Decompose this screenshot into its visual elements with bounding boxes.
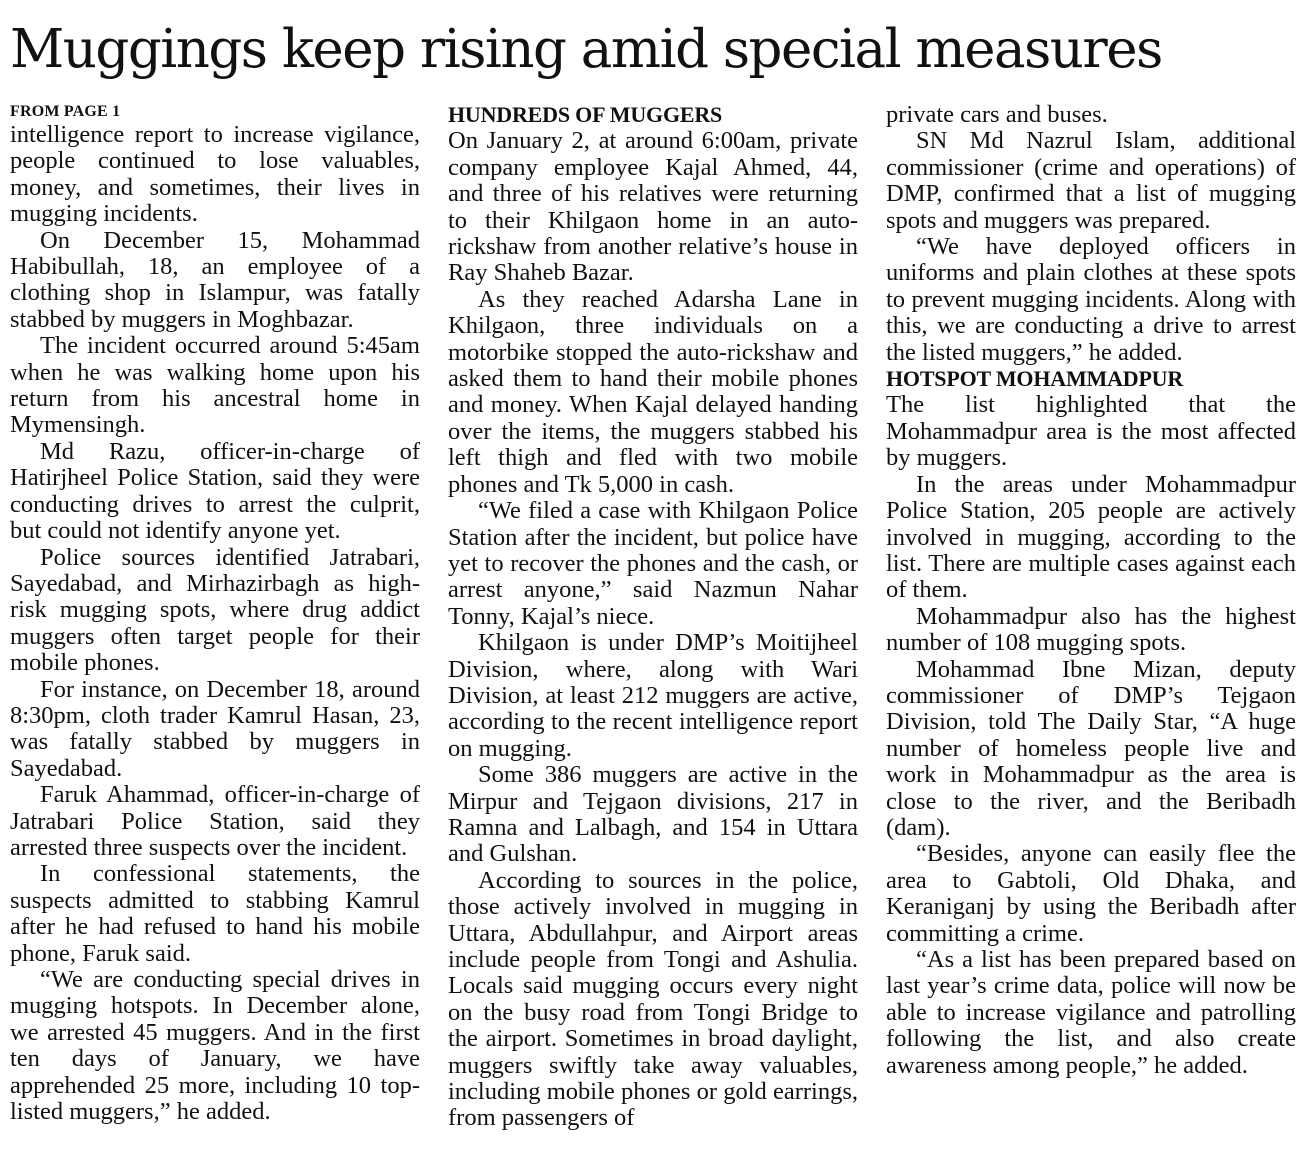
paragraph: “We filed a case with Khilgaon Police Station after the incident, but police have yet to recover the phones and the cash, or arrest anyone,” said Nazmun Nahar Tonny, Kajal’s niece. [448, 497, 858, 630]
continued-from-label: FROM PAGE 1 [10, 103, 121, 120]
paragraph: “As a list has been prepared based on last year’s crime data, police will now be able to increase vigilance and patrolling following the list, and also create awareness among people,” he added. [886, 946, 1296, 1079]
paragraph: private cars and buses. [886, 101, 1108, 128]
paragraph: In confessional statements, the suspects admitted to stabbing Kamrul after he had refused to hand his mobile phone, Faruk said. [10, 860, 420, 967]
article-column-3 [886, 102, 1296, 1079]
paragraph: On December 15, Mohammad Habibullah, 18, an employee of a clothing shop in Islampur, was fatally stabbed by muggers in Moghbazar. [10, 226, 420, 333]
paragraph: intelligence report to increase vigilance, people continued to lose valuables, money, and sometimes, their lives in mugging incidents. [10, 121, 420, 228]
paragraph: According to sources in the police, those actively involved in mugging in Uttara, Abdullahpur, and Airport areas include people from Tongi and Ashulia. Locals said mugging occurs every night on the busy road from Tongi Bridge to the airport. Sometimes in broad daylight, muggers swiftly take away valuables, including mobile phones or gold earrings, from passengers of [448, 866, 858, 1132]
paragraph: SN Md Nazrul Islam, additional commissioner (crime and operations) of DMP, confirmed that a list of mugging spots and muggers was prepared. [886, 127, 1296, 234]
paragraph: Md Razu, officer-in-charge of Hatirjheel Police Station, said they were conducting drives to arrest the culprit, but could not identify anyone yet. [10, 437, 420, 545]
paragraph: The incident occurred around 5:45am when he was walking home upon his return from his ancestral home in Mymensingh. [10, 332, 420, 439]
article-column-1 [10, 102, 420, 1125]
paragraph: “Besides, anyone can easily flee the area to Gabtoli, Old Dhaka, and Keraniganj by using the Beribadh after committing a crime. [886, 840, 1296, 947]
paragraph: Faruk Ahammad, officer-in-charge of Jatrabari Police Station, said they arrested three suspects over the incident. [10, 781, 420, 861]
paragraph: “We have deployed officers in uniforms and plain clothes at these spots to prevent mugging incidents. Along with this, we are conducting a drive to arrest the listed muggers,” he added. [886, 233, 1296, 366]
paragraph: The list highlighted that the Mohammadpur area is the most affected by muggers. [886, 391, 1296, 472]
paragraph: Mohammad Ibne Mizan, deputy commissioner of DMP’s Tejgaon Division, told The Daily Star, “A huge number of homeless people live and work in Mohammadpur as the area is close to the river, and the Beribadh (dam). [886, 655, 1296, 841]
paragraph: As they reached Adarsha Lane in Khilgaon, three individuals on a motorbike stopped the auto-rickshaw and asked them to hand their mobile phones and money. When Kajal delayed handing over the items, the muggers stabbed his left thigh and fled with two mobile phones and Tk 5,000 in cash. [448, 285, 858, 498]
paragraph: For instance, on December 18, around 8:30pm, cloth trader Kamrul Hasan, 23, was fatally stabbed by muggers in Sayedabad. [10, 675, 420, 782]
subheading: HOTSPOT MOHAMMADPUR [886, 366, 1184, 392]
subheading: HUNDREDS OF MUGGERS [448, 102, 723, 127]
paragraph: On January 2, at around 6:00am, private company employee Kajal Ahmed, 44, and three of his relatives were returning to their Khilgaon home in an auto-rickshaw from another relative’s house in Ray Shaheb Bazar. [448, 127, 858, 287]
paragraph: Some 386 muggers are active in the Mirpur and Tejgaon divisions, 217 in Ramna and Lalbagh, and 154 in Uttara and Gulshan. [448, 761, 858, 868]
paragraph: “We are conducting special drives in mugging hotspots. In December alone, we arrested 45 muggers. And in the first ten days of January, we have apprehended 25 more, including 10 top-listed muggers,” he added. [10, 966, 420, 1126]
paragraph: Khilgaon is under DMP’s Moitijheel Division, where, along with Wari Division, at least 212 muggers are active, according to the recent intelligence report on mugging. [448, 629, 858, 762]
paragraph: Mohammadpur also has the highest number of 108 mugging spots. [886, 602, 1296, 657]
paragraph: Police sources identified Jatrabari, Sayedabad, and Mirhazirbagh as high-risk mugging spots, where drug addict muggers often target people for their mobile phones. [10, 543, 420, 677]
paragraph: In the areas under Mohammadpur Police Station, 205 people are actively involved in mugging, according to the list. There are multiple cases against each of them. [886, 470, 1296, 604]
article-column-2 [448, 102, 858, 1132]
headline: Muggings keep rising amid special measures [10, 19, 1162, 80]
